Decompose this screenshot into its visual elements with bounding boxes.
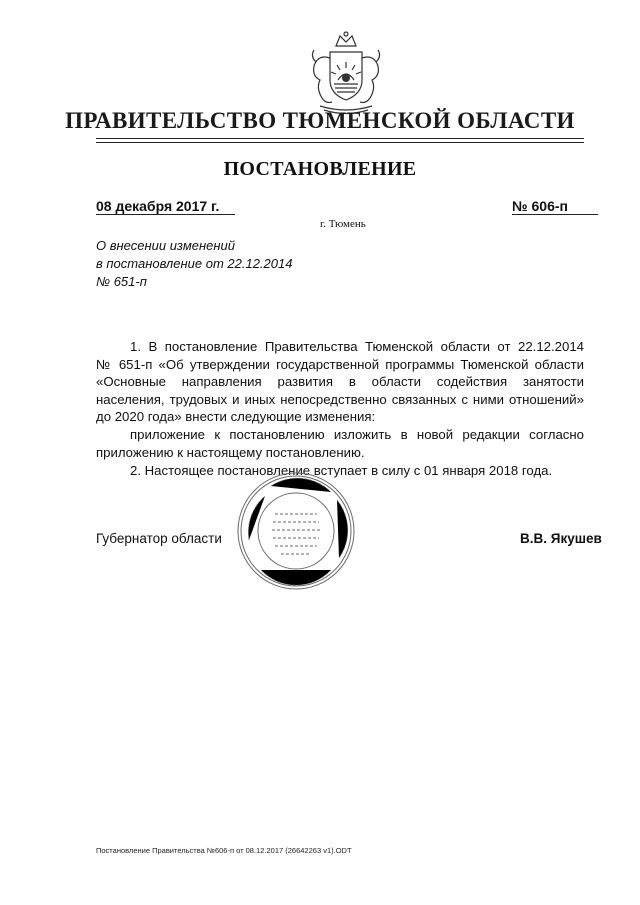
paragraph-line: приложение к постановлению изложить в новой редакции согласно [130, 427, 584, 442]
document-subject [96, 237, 356, 291]
paragraph-line: 1. В постановление Правительства Тюменской области от 22.12.2014 [130, 339, 584, 354]
paragraph-line: до 2020 года» внести следующие изменения: [96, 409, 376, 425]
coat-of-arms-icon [300, 28, 392, 120]
header-rule [96, 138, 584, 139]
paragraph-line: приложению к настоящему постановлению. [96, 444, 365, 460]
header-rule [96, 142, 584, 143]
document-date: 08 декабря 2017 г. [96, 198, 235, 215]
footer-reference: Постановление Правительства №606-п от 08.12.2017 (26642263 v1).ODT [96, 846, 352, 855]
paragraph-line: «Основные направления развития в области содействия занятости [96, 374, 584, 390]
official-stamp-icon [235, 470, 357, 592]
document-number: № 606-п [512, 198, 598, 215]
subject-line: в постановление от 22.12.2014 [96, 256, 293, 271]
paragraph-line: населения, трудовых и иных непосредственно связанных с ними отношений» [96, 391, 584, 407]
signer-name: В.В. Якушев [520, 531, 602, 546]
body-paragraph [96, 338, 584, 426]
document-city: г. Тюмень [320, 218, 366, 230]
body-paragraph: 2. Настоящее постановление вступает в силу с 01 января 2018 года. [130, 463, 553, 478]
body-paragraph [96, 426, 584, 461]
paragraph-line: № 651-п «Об утверждении государственной программы Тюменской области [96, 356, 584, 372]
document-type: ПОСТАНОВЛЕНИЕ [223, 158, 417, 180]
signer-title: Губернатор области [96, 531, 222, 546]
subject-line: О внесении изменений [96, 238, 235, 253]
organization-title: ПРАВИТЕЛЬСТВО ТЮМЕНСКОЙ ОБЛАСТИ [65, 108, 575, 133]
subject-line: № 651-п [96, 274, 147, 289]
